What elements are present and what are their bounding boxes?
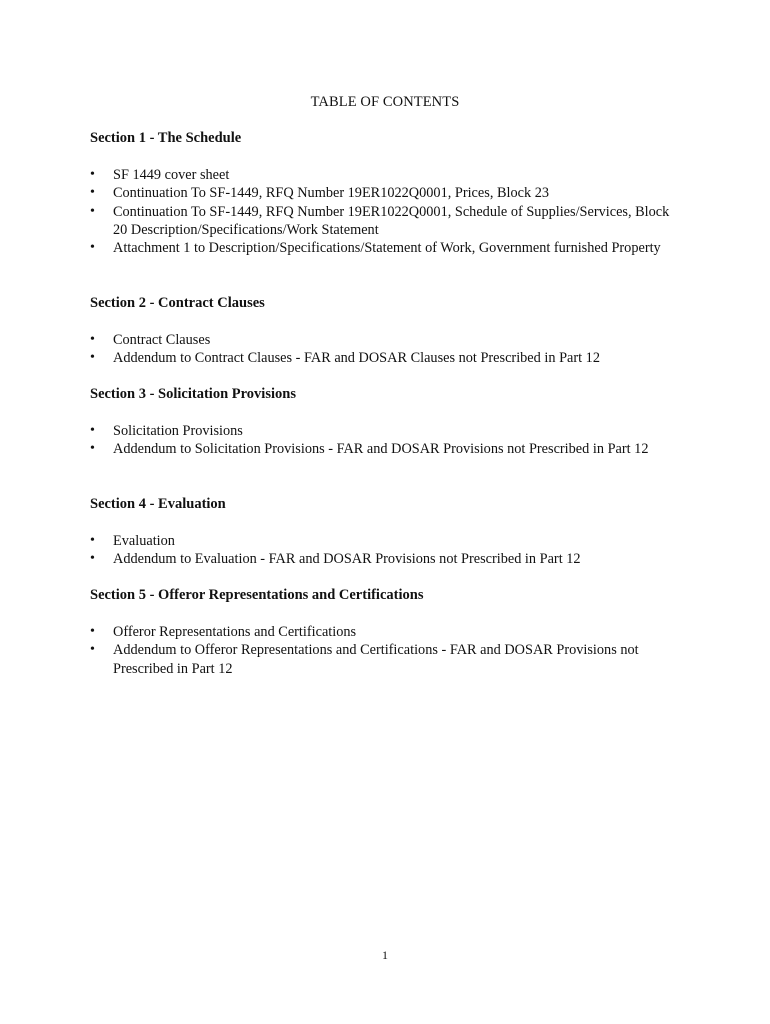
section-2 [90,294,680,368]
section-heading: Section 5 - Offeror Representations and Certifications [90,587,424,603]
list-item [90,349,680,367]
list-item-text: Solicitation Provisions [113,423,243,439]
section-item-list [90,623,680,678]
list-item [90,550,680,568]
list-item-text: Attachment 1 to Description/Specifications/Statement of Work, Government furnished Property [113,240,661,257]
section-4 [90,495,680,569]
section-heading: Section 4 - Evaluation [90,496,226,512]
list-item [90,203,680,240]
list-item-text: Contract Clauses [113,332,211,348]
list-item [90,532,680,550]
section-item-list [90,331,680,368]
list-item [90,422,680,440]
section-1 [90,129,680,257]
section-heading: Section 1 - The Schedule [90,130,242,146]
page-number: 1 [382,948,388,962]
section-item-list [90,166,680,257]
bullet-icon: • [90,185,95,201]
list-item-text: Addendum to Solicitation Provisions - FAR and DOSAR Provisions not Prescribed in Part 12 [113,441,649,458]
list-item [90,239,680,257]
list-item-text: Addendum to Evaluation - FAR and DOSAR Provisions not Prescribed in Part 12 [113,551,581,568]
section-heading: Section 2 - Contract Clauses [90,295,265,311]
list-item-text: Continuation To SF-1449, RFQ Number 19ER1022Q0001, Schedule of Supplies/Services, Block 20 Description/Specifications/Work Statement [113,203,670,238]
list-item-text: Addendum to Contract Clauses - FAR and DOSAR Clauses not Prescribed in Part 12 [113,350,600,367]
list-item [90,623,680,641]
section-item-list [90,532,680,569]
list-item [90,184,680,202]
bullet-icon: • [90,203,95,219]
list-item-text: SF 1449 cover sheet [113,167,230,183]
list-item [90,440,680,458]
list-item-text: Offeror Representations and Certifications [113,624,357,640]
bullet-icon: • [90,423,95,438]
section-3 [90,385,680,459]
list-item [90,641,680,678]
bullet-icon: • [90,350,95,366]
section-item-list [90,422,680,459]
bullet-icon: • [90,240,95,256]
list-item [90,166,680,184]
list-item [90,331,680,349]
bullet-icon: • [90,624,95,639]
section-5 [90,586,680,678]
bullet-icon: • [90,441,95,457]
page-title: TABLE OF CONTENTS [310,94,460,110]
list-item-text: Addendum to Offeror Representations and Certifications - FAR and DOSAR Provisions not Prescribed in Part 12 [113,642,639,677]
list-item-text: Evaluation [113,533,175,549]
bullet-icon: • [90,551,95,567]
section-heading: Section 3 - Solicitation Provisions [90,386,296,402]
bullet-icon: • [90,642,95,658]
bullet-icon: • [90,533,95,548]
bullet-icon: • [90,332,95,347]
list-item-text: Continuation To SF-1449, RFQ Number 19ER1022Q0001, Prices, Block 23 [113,185,549,202]
bullet-icon: • [90,167,95,182]
